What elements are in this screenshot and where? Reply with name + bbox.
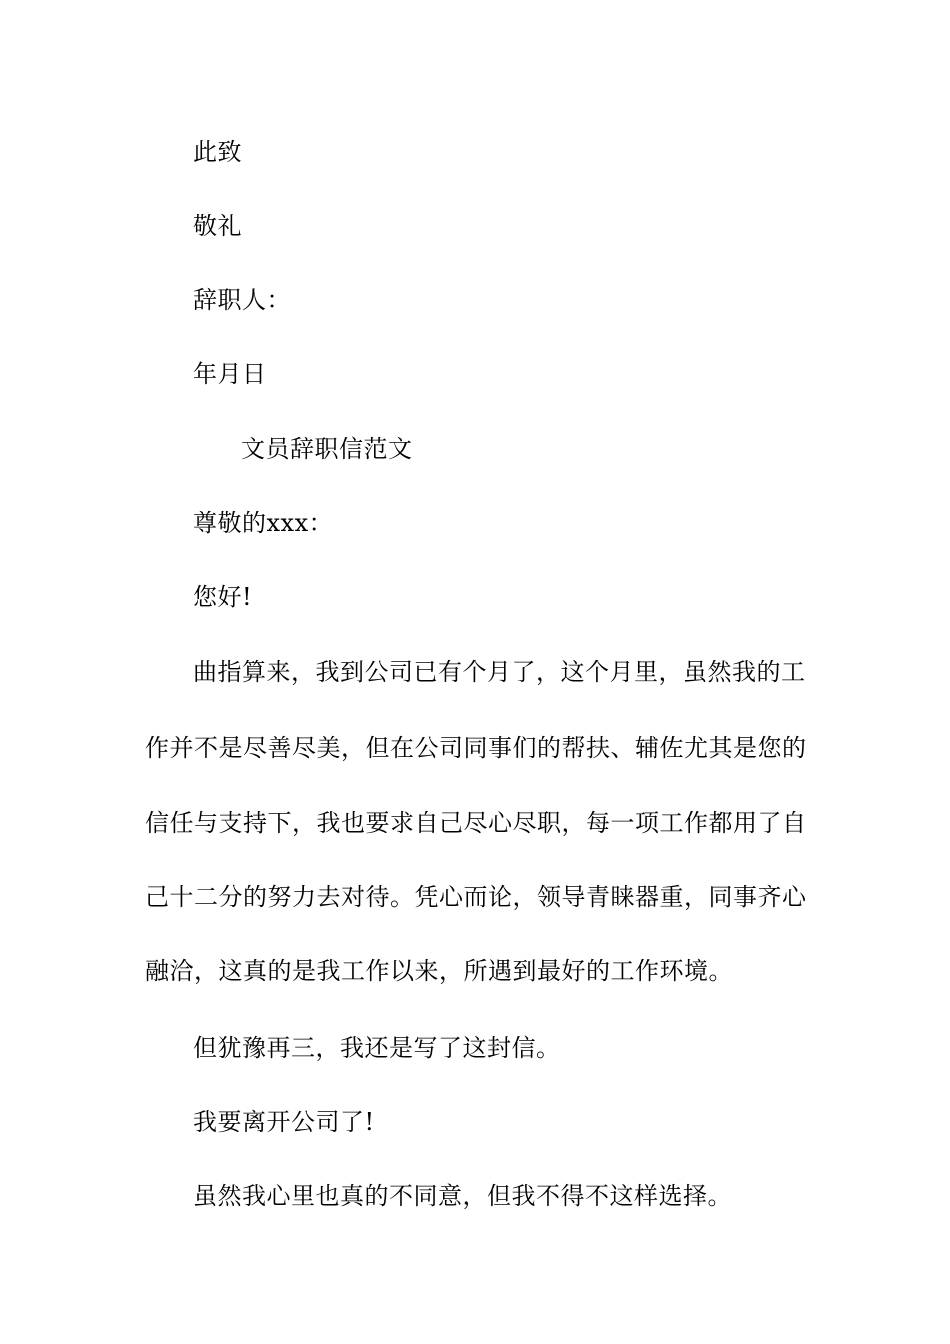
paragraph-4: 虽然我心里也真的不同意，但我不得不这样选择。 <box>193 1182 732 1210</box>
closing-salutation-2: 敬礼 <box>193 212 242 240</box>
closing-salutation-1: 此致 <box>193 138 242 166</box>
paragraph-1-line-2: 作并不是尽善尽美，但在公司同事们的帮扶、辅佐尤其是您的 <box>145 734 807 762</box>
paragraph-1-line-1: 曲指算来，我到公司已有个月了，这个月里，虽然我的工 <box>193 658 806 686</box>
paragraph-2: 但犹豫再三，我还是写了这封信。 <box>193 1034 561 1062</box>
date-line: 年月日 <box>193 360 267 388</box>
paragraph-1-line-3: 信任与支持下，我也要求自己尽心尽职，每一项工作都用了自 <box>145 809 807 837</box>
paragraph-1-line-5: 融洽，这真的是我工作以来，所遇到最好的工作环境。 <box>145 957 733 985</box>
greeting: 尊敬的xxx： <box>193 509 334 537</box>
hello-line: 您好! <box>193 583 253 611</box>
document-title: 文员辞职信范文 <box>241 435 413 463</box>
signer-label: 辞职人： <box>193 286 291 314</box>
paragraph-1-line-4: 己十二分的努力去对待。凭心而论，领导青睐器重，同事齐心 <box>145 883 807 911</box>
paragraph-3: 我要离开公司了! <box>193 1108 375 1136</box>
